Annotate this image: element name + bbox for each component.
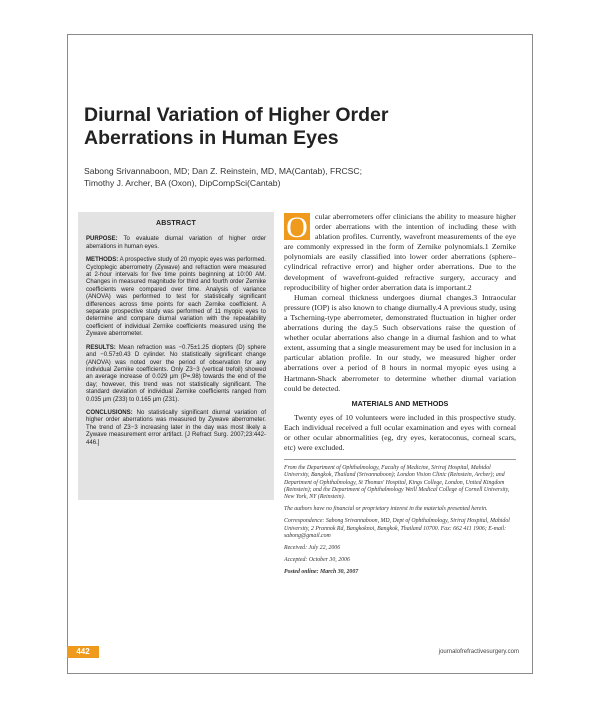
interest-note: The authors have no financial or proprietary interest in the materials presented herein.: [284, 506, 488, 513]
article-dates: [284, 545, 516, 577]
intro-paragraph-1: [284, 212, 516, 293]
methods-paragraph-1: Twenty eyes of 10 volunteers were included in this prospective study. Each individual received a full ocular examination and eyes with corneal or other ocular abnormalities (eg, dry eyes, keratoconus, corneal scars, etc) were excluded.: [284, 412, 516, 453]
drop-cap: O: [284, 213, 310, 240]
intro-text-1: cular aberrometers offer clinicians the ability to measure higher order aberrations with the intention of including these with ablation profiles. Currently, wavefront measurements of the eye are commonly expressed in the form of Zernike polynomials.1 Zernike polynomials are easily classified into lower order aberrations (sphere–cylindrical refractive error) and higher order aberrations. Due to the development of wavefront-guided refractive surgery, accuracy and reproducibility of higher order aberration data is important.2: [284, 212, 516, 292]
footnote-divider: [284, 459, 516, 460]
author-list: [84, 166, 514, 189]
purpose-text: To evaluate diurnal variation of higher order aberrations in human eyes.: [86, 236, 266, 250]
accepted-date: Accepted: October 30, 2006: [284, 557, 350, 564]
abstract-heading: ABSTRACT: [155, 220, 197, 227]
abstract-box: [78, 212, 274, 500]
abstract-purpose: [86, 236, 266, 251]
purpose-label: PURPOSE:: [86, 236, 118, 243]
conclusions-text: No statistically significant diurnal variation of higher order aberrations was measured by Zywave aberrometer. The trend of Z3−3 increasing later in the day was most likely a Zywave measurement error artifact. [J Refract Surg. 2007;23:442-446.]: [86, 409, 266, 446]
page-number-badge: 442: [67, 646, 99, 658]
results-label: RESULTS:: [86, 344, 116, 351]
abstract-results: [86, 345, 266, 404]
section-heading-methods: MATERIALS AND METHODS: [351, 398, 449, 408]
correspondence-note: Correspondence: Sabong Srivannaboon, MD, Dept of Ophthalmology, Siriraj Hospital, Mahidol University, 2 Prannok Rd, Bangkoknoi, Bangkok, Thailand 10700. Fax: 662 411 1906; E-mail: sabong@gmail.com: [284, 518, 510, 539]
title-line-1: Diurnal Variation of Higher Order: [84, 104, 389, 126]
body-column: [284, 212, 516, 582]
journal-url: journalofrefractivesurgery.com: [438, 649, 519, 655]
methods-label: METHODS:: [86, 257, 119, 264]
authors-line-2: Timothy J. Archer, BA (Oxon), DipCompSci(Cantab): [84, 177, 281, 188]
affiliation-note: From the Department of Ophthalmology, Faculty of Medicine, Siriraj Hospital, Mahidol University, Bangkok, Thailand (Srivannaboon); London Vision Clinic (Reinstein, Archer); and Department of Ophthalmology, St Thomas' Hospital, Kings College, London, United Kingdom (Reinstein); and the Department of Ophthalmology Weill Medical College of Cornell University, New York, NY (Reinstein).: [284, 465, 510, 500]
intro-paragraph-2: Human corneal thickness undergoes diurnal changes.3 Intraocular pressure (IOP) is also known to change diurnally.4 A previous study, using a Tscherning-type aberrometer, demonstrated fluctuation in higher order aberrations during the day.5 Such observations raise the question of whether ocular aberrations also change in a diurnal fashion and to what extent, assuming that a single measurement may be used for inclusion in a particular ablation profile. In our study, we measured higher order aberrations over a period of 8 hours in normal myopic eyes using a Hartmann-Shack aberrometer to determine whether diurnal variation could be detected.: [284, 292, 516, 393]
results-text: Mean refraction was −0.75±1.25 diopters (D) sphere and −0.57±0.43 D cylinder. No statistically significant change (ANOVA) was noted over the period of observation for any individual Zernike coefficients. Only Z3−3 (vertical trefoil) showed an average increase of 0.029 µm (P=.98) towards the end of the day; however, this trend was not statistically significant. The standard deviation of individual Zernike coefficients ranged from 0.035 µm (Z33) to 0.165 µm (Z31).: [86, 344, 266, 403]
authors-line-1: Sabong Srivannaboon, MD; Dan Z. Reinstein, MD, MA(Cantab), FRCSC;: [84, 166, 362, 176]
methods-text: A prospective study of 20 myopic eyes was performed. Cycloplegic aberrometry (Zywave) and refraction were measured at 2-hour intervals for five time points beginning at 10:00 AM. Changes in measured magnitude for third and fourth order Zernike coefficients were compared over time. Analysis of variance (ANOVA) was performed to test for statistically significant differences across time points for each Zernike coefficient. A separate prospective study was performed of 11 myopic eyes to determine and compare diurnal variation with the repeatability coefficient of individual Zernike coefficients measured using the Zywave aberrometer.: [86, 257, 266, 338]
abstract-methods: [86, 257, 266, 338]
abstract-conclusions: [86, 410, 266, 447]
article-notes: [284, 465, 516, 576]
conclusions-label: CONCLUSIONS:: [86, 409, 133, 416]
title-line-2: Aberrations in Human Eyes: [84, 127, 339, 149]
posted-date: Posted online: March 30, 2007: [284, 569, 359, 576]
article-title: [84, 104, 504, 150]
received-date: Received: July 22, 2006: [284, 544, 341, 551]
page-footer: [67, 646, 533, 658]
